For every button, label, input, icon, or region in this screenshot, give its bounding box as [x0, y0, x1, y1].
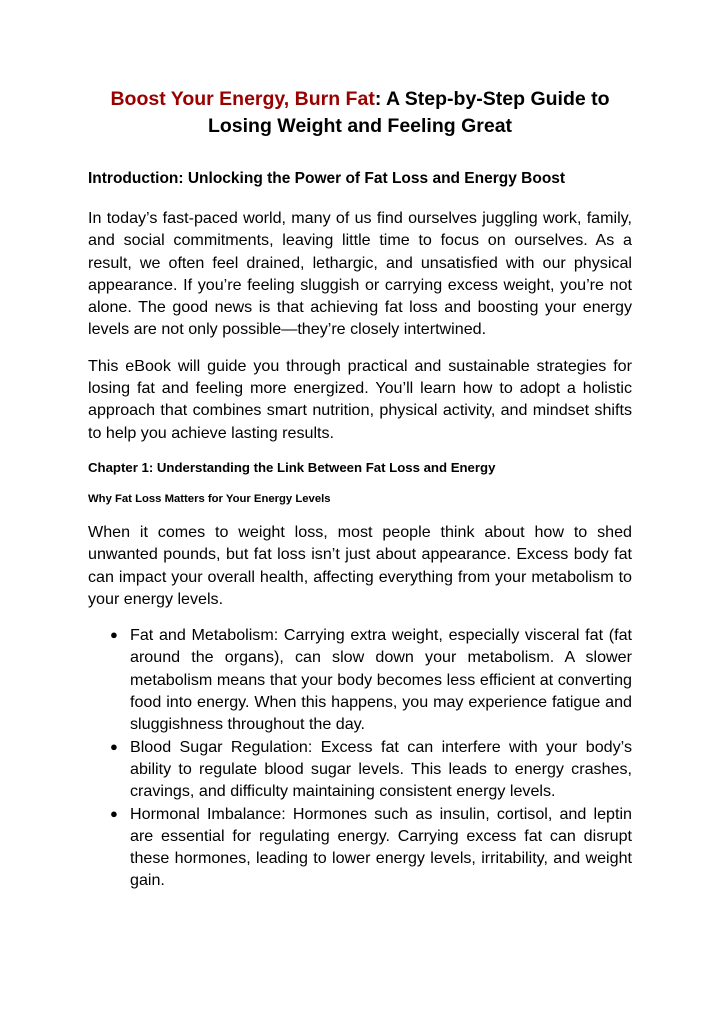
- title-rest: : A Step-by-Step Guide to Losing Weight and Feeling Great: [207, 88, 610, 137]
- bullet-icon: ●: [110, 627, 118, 643]
- list-item: [110, 624, 632, 735]
- bullet-icon: ●: [110, 738, 118, 754]
- list-item-text: Fat and Metabolism: Carrying extra weight, especially visceral fat (fat around the organs), can slow down your metabolism. A slower metabolism means that your body becomes less efficient at converting food into energy. When this happens, you may experience fatigue and sluggishness throughout the day.: [130, 626, 632, 734]
- list-item-text: Blood Sugar Regulation: Excess fat can interfere with your body’s ability to regulate blood sugar levels. This leads to energy crashes, cravings, and difficulty maintaining consistent energy levels.: [130, 737, 632, 801]
- chapter-paragraph: When it comes to weight loss, most people think about how to shed unwanted pounds, but fat loss isn’t just about appearance. Excess body fat can impact your overall health, affecting everything from your metabolism to your energy levels.: [88, 522, 632, 608]
- intro-heading: Introduction: Unlocking the Power of Fat Loss and Energy Boost: [88, 170, 566, 187]
- bullet-icon: ●: [110, 805, 118, 821]
- intro-paragraph-2: This eBook will guide you through practical and sustainable strategies for losing fat and feeling more energized. You’ll learn how to adopt a holistic approach that combines smart nutrition, physical activity, and mindset shifts to help you achieve lasting results.: [88, 356, 632, 442]
- bullet-list: [88, 624, 632, 892]
- document-title: [88, 86, 632, 140]
- list-item: [110, 803, 632, 892]
- chapter-heading: Chapter 1: Understanding the Link Between Fat Loss and Energy: [88, 459, 496, 475]
- intro-paragraph-1: In today’s fast-paced world, many of us find ourselves juggling work, family, and social commitments, leaving little time to focus on ourselves. As a result, we often feel drained, lethargic, and unsatisfied with our physical appearance. If you’re feeling sluggish or carrying excess weight, you’re not alone. The good news is that achieving fat loss and boosting your energy levels are not only possible—they’re closely intertwined.: [88, 209, 632, 339]
- title-accent: Boost Your Energy, Burn Fat: [110, 88, 375, 110]
- list-item-text: Hormonal Imbalance: Hormones such as insulin, cortisol, and leptin are essential for regulating energy. Carrying excess fat can disrupt these hormones, leading to lower energy levels, irritability, and weight gain.: [130, 804, 632, 890]
- list-item: [110, 736, 632, 803]
- sub-heading: Why Fat Loss Matters for Your Energy Levels: [88, 492, 331, 505]
